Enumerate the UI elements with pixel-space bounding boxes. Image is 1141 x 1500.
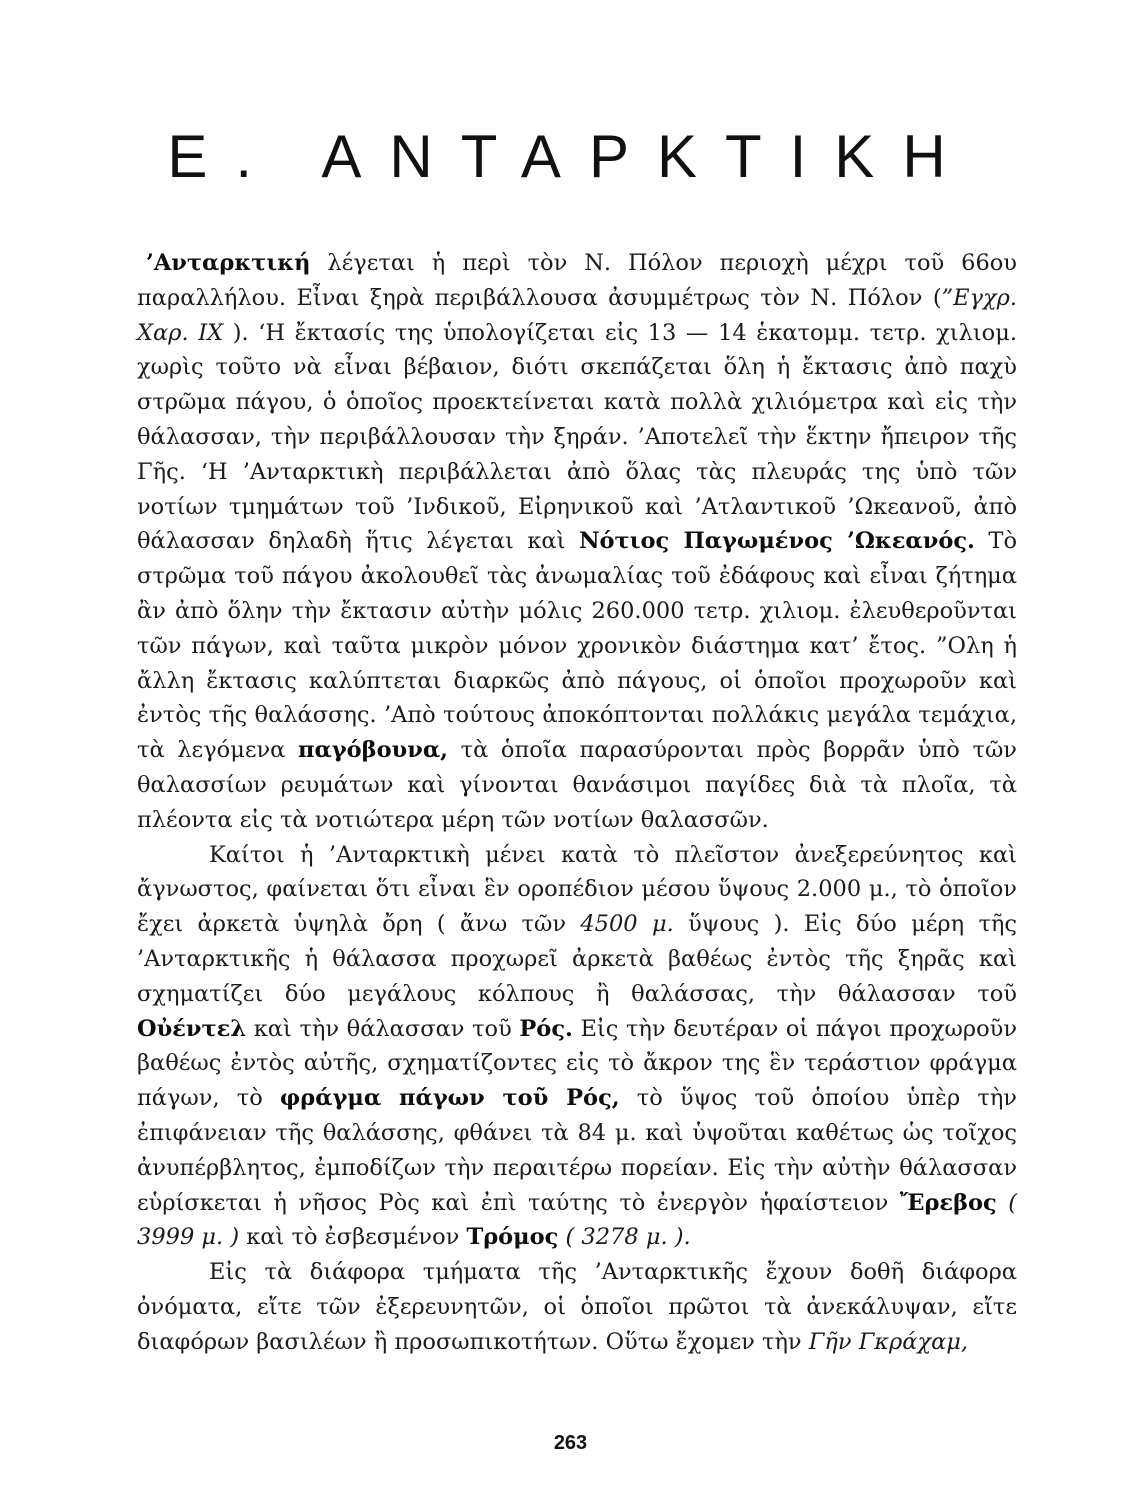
text-run: καὶ τὸ ἐσβεσμένον — [239, 1224, 467, 1251]
paragraph — [137, 246, 1017, 838]
text-run — [997, 1190, 1008, 1216]
text-run: λέγεται ἡ περὶ τὸν Ν. Πόλον περιοχὴ μέχρι τοῦ 66ου παραλλήλου. Εἶναι ξηρὰ περιβάλλουσα ἀσυμμέτρως τὸν Ν. Πόλον ( — [137, 250, 1017, 311]
italic-text: 4500 μ. — [580, 911, 674, 938]
text-run: Εἰς τὴν δευτέραν οἱ πάγοι προχωροῦν βαθέως ἐντὸς αὐτῆς, σχηματίζοντες εἰς τὸ ἄκρον της ἓν τεράστιον φράγμα πάγων, τὸ — [137, 1015, 1017, 1112]
bold-term: Οὐέντελ — [137, 1015, 247, 1042]
bold-term: Ἔρεβος — [899, 1189, 997, 1216]
text-run: καὶ τὴν θάλασσαν τοῦ — [246, 1015, 520, 1042]
text-run — [558, 1224, 565, 1250]
text-run: ). ‘Η ἔκτασίς της ὑπολογίζεται εἰς 13 — 14 ἑκατομμ. τετρ. χιλιομ. χωρὶς τοῦτο νὰ εἶναι βέβαιον, διότι σκεπάζεται ὅλη ἡ ἔκτασις ἀπὸ παχὺ στρῶμα πάγου, ὁ ὁποῖος προεκτείνεται κατὰ πολλὰ χιλιόμετρα καὶ εἰς τὴν θάλασσαν, τὴν περιβάλλουσαν τὴν ξηράν. ’Αποτελεῖ τὴν ἕκτην ἤπειρον τῆς Γῆς. ‘Η ’Ανταρκτικὴ περιβάλλεται ἀπὸ ὅλας τὰς πλευράς της ὑπὸ τῶν νοτίων τμημάτων τοῦ ’Ινδικοῦ, Εἰρηνικοῦ καὶ ’Ατλαντικοῦ ’Ωκεανοῦ, ἀπὸ θάλασσαν δηλαδὴ ἥτις λέγεται καὶ — [137, 319, 1017, 555]
bold-term: Τρόμος — [466, 1224, 559, 1251]
bold-term: παγόβουνα, — [298, 737, 448, 764]
bold-term: Ρός. — [519, 1015, 573, 1042]
paragraph — [137, 1255, 1017, 1359]
text-run: Εἰς τὰ διάφορα τμήματα τῆς ’Ανταρκτικῆς ἔχουν δοθῆ διάφορα ὀνόματα, εἴτε τῶν ἐξερευνητῶν, οἱ ὁποῖοι πρῶτοι τὰ ἀνεκάλυψαν, εἴτε διαφόρων βασιλέων ἢ προσωπικοτήτων. Οὕτω ἔχομεν τὴν — [137, 1259, 1017, 1355]
bold-term: Νότιος Παγωμένος ’Ωκεανός. — [578, 528, 975, 555]
italic-text: ( 3999 μ. ) — [137, 1189, 1017, 1251]
text-run: τὰ ὁποῖα παρασύρονται πρὸς βορρᾶν ὑπὸ τῶν θαλασσίων ρευμάτων καὶ γίνονται θανάσιμοι παγίδες διὰ τὰ πλοῖα, τὰ πλέοντα εἰς τὰ νοτιώτερα μέρη τῶν νοτίων θαλασσῶν. — [137, 737, 1017, 833]
italic-text: Γῆν Γκράχαμ, — [808, 1328, 969, 1355]
bold-term: φράγμα πάγων τοῦ Ρός, — [279, 1085, 620, 1112]
text-run: τὸ ὕψος τοῦ ὁποίου ὑπὲρ τὴν ἐπιφάνειαν τῆς θαλάσσης, φθάνει τὰ 84 μ. καὶ ὑψοῦται καθέτως ὡς τοῖχος ἀνυπέρβλητος, ἐμποδίζων τὴν περαιτέρω πορείαν. Εἰς τὴν αὐτὴν θάλασσαν εὑρίσκεται ἡ νῆσος Ρὸς καὶ ἐπὶ ταύτης τὸ ἐνεργὸν ἡφαίστειον — [137, 1085, 1017, 1216]
text-run: Τὸ στρῶμα τοῦ πάγου ἀκολουθεῖ τὰς ἀνωμαλίας τοῦ ἐδάφους καὶ εἶναι ζήτημα ἂν ἀπὸ ὅλην τὴν ἔκτασιν αὐτὴν μόλις 260.000 τετρ. χιλιομ. ἐλευθεροῦνται τῶν πάγων, καὶ ταῦτα μικρὸν μόνον χρονικὸν διάστημα κατ’ ἔτος. ”Ολη ἡ ἄλλη ἔκτασις καλύπτεται διαρκῶς ἀπὸ πάγους, οἱ ὁποῖοι προχωροῦν καὶ ἐντὸς τῆς θαλάσσης. ’Απὸ τούτους ἀποκόπτονται πολλάκις μεγάλα τεμάχια, τὰ λεγόμενα — [137, 528, 1017, 764]
text-run: ὕψους ). Εἰς δύο μέρη τῆς ’Ανταρκτικῆς ἡ θάλασσα προχωρεῖ ἀρκετὰ βαθέως ἐντὸς τῆς ξηρᾶς καὶ σχηματίζει δύο μεγάλους κόλπους ἢ θαλάσσας, τὴν θάλασσαν τοῦ — [137, 911, 1017, 1007]
chapter-title: Ε. ΑΝΤΑΡΚΤΙΚΗ — [167, 123, 974, 190]
body-text — [137, 246, 1017, 1360]
italic-text: ”Εγχρ. Χαρ. IX — [137, 284, 1017, 346]
paragraph — [137, 838, 1017, 1256]
italic-text: ( 3278 μ. ). — [565, 1224, 691, 1251]
bold-term: ’Ανταρκτική — [146, 250, 311, 276]
page-number: 263 — [553, 1432, 588, 1454]
text-run: Καίτοι ἡ ’Ανταρκτικὴ μένει κατὰ τὸ πλεῖστον ἀνεξερεύνητος καὶ ἄγνωστος, φαίνεται ὅτι εἶναι ἓν οροπέδιον μέσου ὕψους 2.000 μ., τὸ ὁποῖον ἔχει ἀρκετὰ ὑψηλὰ ὄρη ( ἄνω τῶν — [137, 841, 1017, 938]
